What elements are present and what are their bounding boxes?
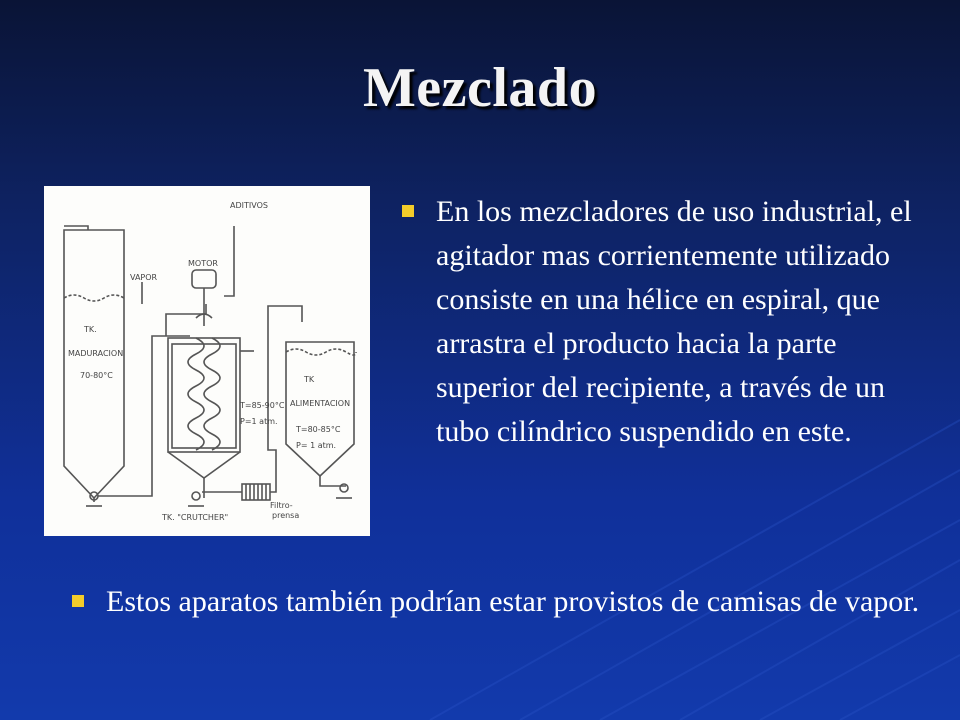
label-tk1: TK. xyxy=(84,325,97,334)
tank-maduracion xyxy=(64,230,124,498)
bullet-item-2 xyxy=(72,580,932,670)
bullet-text-2: Estos aparatos también podrían estar provistos de camisas de vapor. xyxy=(106,585,920,618)
label-alimentacion: ALIMENTACION xyxy=(290,399,351,408)
bullet-item-1 xyxy=(402,190,942,546)
label-filtro: Filtro- xyxy=(270,501,293,510)
label-crutcher: TK. "CRUTCHER" xyxy=(162,513,229,522)
label-crutcher-temp: T=85-90°C xyxy=(240,401,285,410)
label-aditivos: ADITIVOS xyxy=(230,201,268,210)
tank-alimentacion xyxy=(286,342,354,476)
mixer-diagram xyxy=(44,186,370,536)
label-prensa: prensa xyxy=(272,511,300,520)
helix-agitator xyxy=(188,338,204,450)
label-maduracion: MADURACION xyxy=(68,349,124,358)
label-crutcher-pressure: P=1 atm. xyxy=(240,417,278,426)
label-temp3: T=80-85°C xyxy=(296,425,341,434)
label-tk3: TK xyxy=(304,375,315,384)
slide-title: Mezclado xyxy=(362,57,598,119)
process-flow-diagram xyxy=(44,186,370,536)
label-pressure3: P= 1 atm. xyxy=(296,441,337,450)
label-temp1: 70-80°C xyxy=(80,371,113,380)
label-motor: MOTOR xyxy=(188,259,218,268)
bullet-square-icon xyxy=(402,205,414,217)
motor-box xyxy=(192,270,216,288)
bullet-text-1: En los mezcladores de uso industrial, el agitador mas corrientemente utilizado consiste en una hélice en espiral, que arrastra el producto hacia la parte superior del recipiente, a través de un tubo cilíndrico suspendido en este. xyxy=(436,195,912,448)
bullet-square-icon xyxy=(72,595,84,607)
label-vapor: VAPOR xyxy=(130,273,158,282)
